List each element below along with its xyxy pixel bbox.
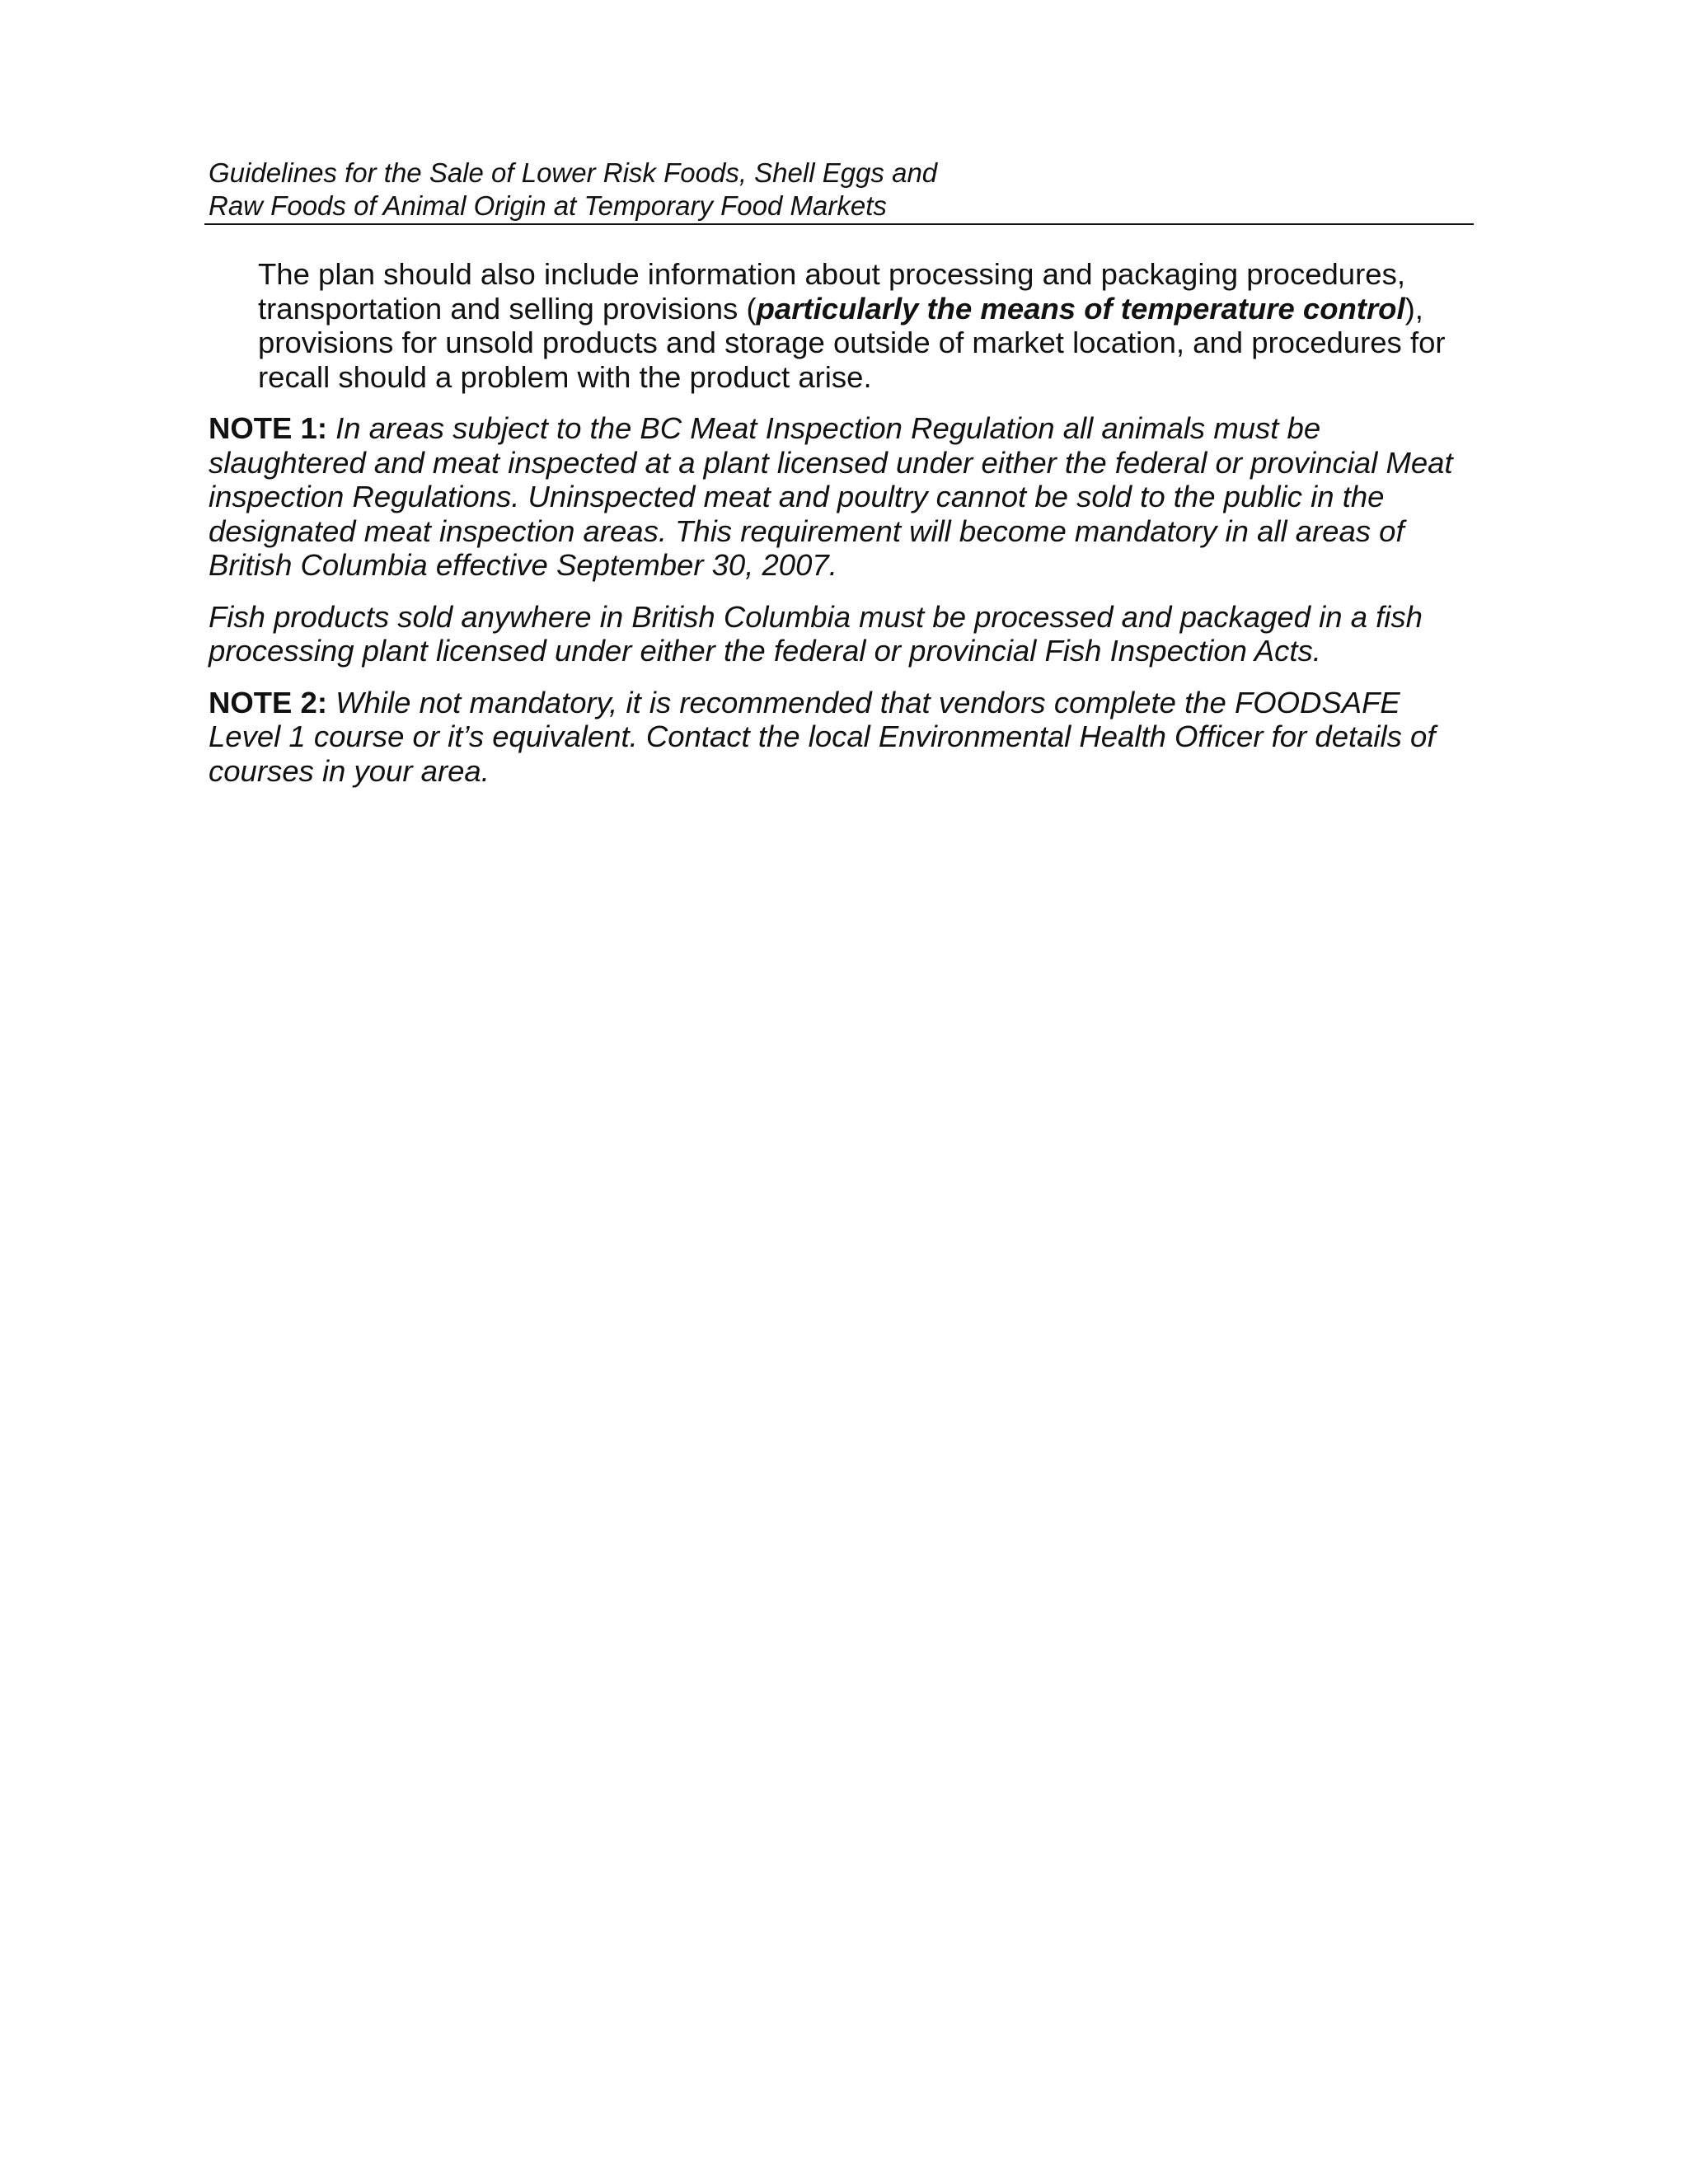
- plan-emphasis: particularly the means of temperature control: [756, 291, 1405, 326]
- header-divider: [204, 223, 1474, 225]
- document-body: [209, 257, 1471, 805]
- plan-paragraph: [209, 257, 1471, 394]
- plan-text-before: The plan should also include information about processing and packaging procedures, transportation and selling provisions (: [258, 257, 1405, 326]
- plan-text-after: ), provisions for unsold products and storage outside of market location, and procedures for recall should a problem with the product arise.: [258, 291, 1446, 394]
- note-2-text: While not mandatory, it is recommended that vendors complete the FOODSAFE Level 1 course or it’s equivalent. Contact the local Environmental Health Officer for details of courses in your area.: [209, 685, 1436, 788]
- note-2-label: NOTE 2:: [209, 685, 327, 719]
- fish-text: Fish products sold anywhere in British Columbia must be processed and packaged in a fish processing plant licensed under either the federal or provincial Fish Inspection Acts.: [209, 599, 1423, 668]
- note-2-paragraph: [209, 686, 1471, 789]
- running-header: [209, 157, 1471, 223]
- header-line-1: Guidelines for the Sale of Lower Risk Foods, Shell Eggs and: [209, 157, 938, 188]
- fish-paragraph: [209, 600, 1471, 668]
- note-1-label: NOTE 1:: [209, 411, 327, 445]
- note-1-text: In areas subject to the BC Meat Inspection Regulation all animals must be slaughtered and meat inspected at a plant licensed under either the federal or provincial Meat inspection Regulations. Uninspected meat and poultry cannot be sold to the public in the designated meat inspection areas. This requirement will become mandatory in all areas of British Columbia effective September 30, 2007.: [209, 411, 1453, 582]
- header-line-2: Raw Foods of Animal Origin at Temporary Food Markets: [209, 190, 887, 221]
- note-1-paragraph: [209, 411, 1471, 583]
